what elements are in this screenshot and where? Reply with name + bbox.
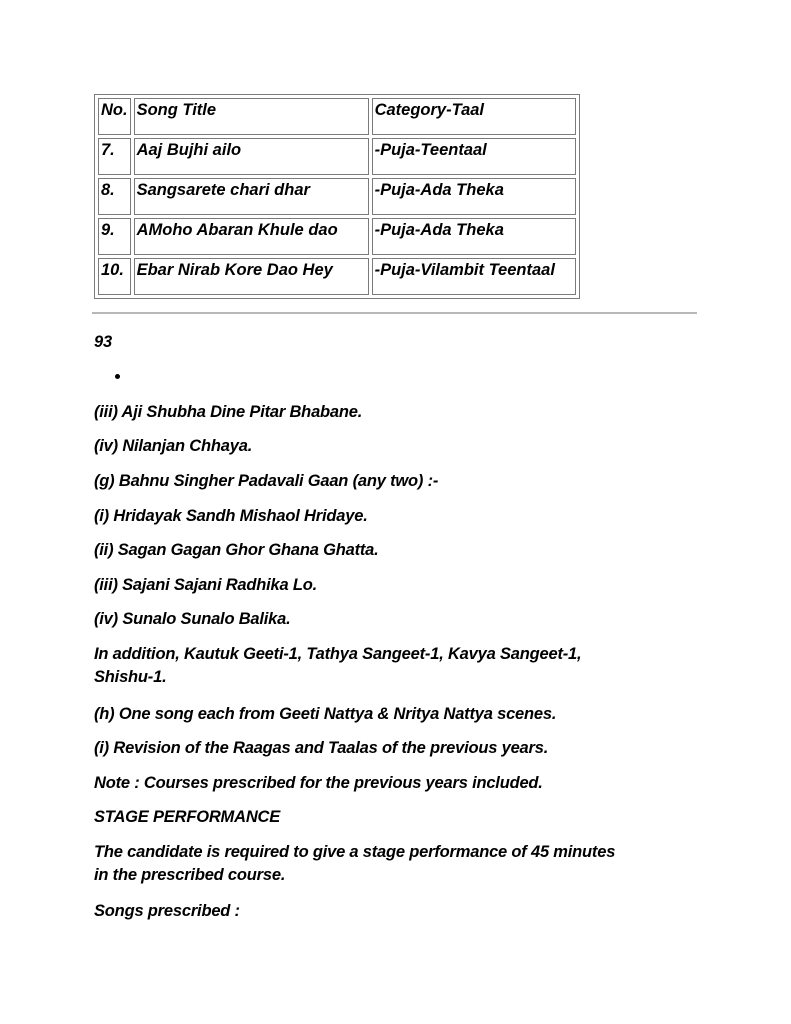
- text-line: (iv) Sunalo Sunalo Balika.: [94, 610, 291, 628]
- cell-category: -Puja-Vilambit Teentaal: [372, 258, 576, 295]
- cell-no: 9.: [98, 218, 131, 255]
- text-line: (iv) Nilanjan Chhaya.: [94, 437, 253, 455]
- stage-performance-heading: STAGE PERFORMANCE: [94, 808, 281, 826]
- text-line: (ii) Sagan Gagan Ghor Ghana Ghatta.: [94, 541, 379, 559]
- text-line: In addition, Kautuk Geeti-1, Tathya Sangeet-1, Kavya Sangeet-1,: [94, 645, 582, 663]
- cell-category: -Puja-Ada Theka: [372, 218, 576, 255]
- table-row: [98, 258, 576, 295]
- cell-no: 7.: [98, 138, 131, 175]
- horizontal-divider: [92, 312, 697, 314]
- text-line: The candidate is required to give a stage performance of 45 minutes: [94, 843, 616, 861]
- cell-category: -Puja-Ada Theka: [372, 178, 576, 215]
- songs-prescribed-label: Songs prescribed :: [94, 902, 240, 920]
- note-text: Note : Courses prescribed for the previous years included.: [94, 774, 543, 792]
- cell-no: 8.: [98, 178, 131, 215]
- cell-no: 10.: [98, 258, 131, 295]
- cell-song-title: Ebar Nirab Kore Dao Hey: [134, 258, 369, 295]
- header-song-title: Song Title: [134, 98, 369, 135]
- header-no: No.: [98, 98, 131, 135]
- text-line: (iii) Sajani Sajani Radhika Lo.: [94, 576, 318, 594]
- songs-table: [94, 94, 580, 299]
- header-category-taal: Category-Taal: [372, 98, 576, 135]
- text-line: (i) Hridayak Sandh Mishaol Hridaye.: [94, 507, 368, 525]
- text-line: Shishu-1.: [94, 668, 167, 686]
- section-heading-i: (i) Revision of the Raagas and Taalas of the previous years.: [94, 739, 549, 757]
- page-number: 93: [94, 333, 112, 351]
- section-heading-g: (g) Bahnu Singher Padavali Gaan (any two) :-: [94, 472, 439, 490]
- table-row: [98, 138, 576, 175]
- table-header-row: [98, 98, 576, 135]
- cell-song-title: AMoho Abaran Khule dao: [134, 218, 369, 255]
- cell-song-title: Sangsarete chari dhar: [134, 178, 369, 215]
- section-heading-h: (h) One song each from Geeti Nattya & Nritya Nattya scenes.: [94, 705, 557, 723]
- bullet-icon: [115, 374, 120, 379]
- text-line: in the prescribed course.: [94, 866, 286, 884]
- table-row: [98, 178, 576, 215]
- cell-category: -Puja-Teentaal: [372, 138, 576, 175]
- text-line: (iii) Aji Shubha Dine Pitar Bhabane.: [94, 403, 363, 421]
- cell-song-title: Aaj Bujhi ailo: [134, 138, 369, 175]
- table-row: [98, 218, 576, 255]
